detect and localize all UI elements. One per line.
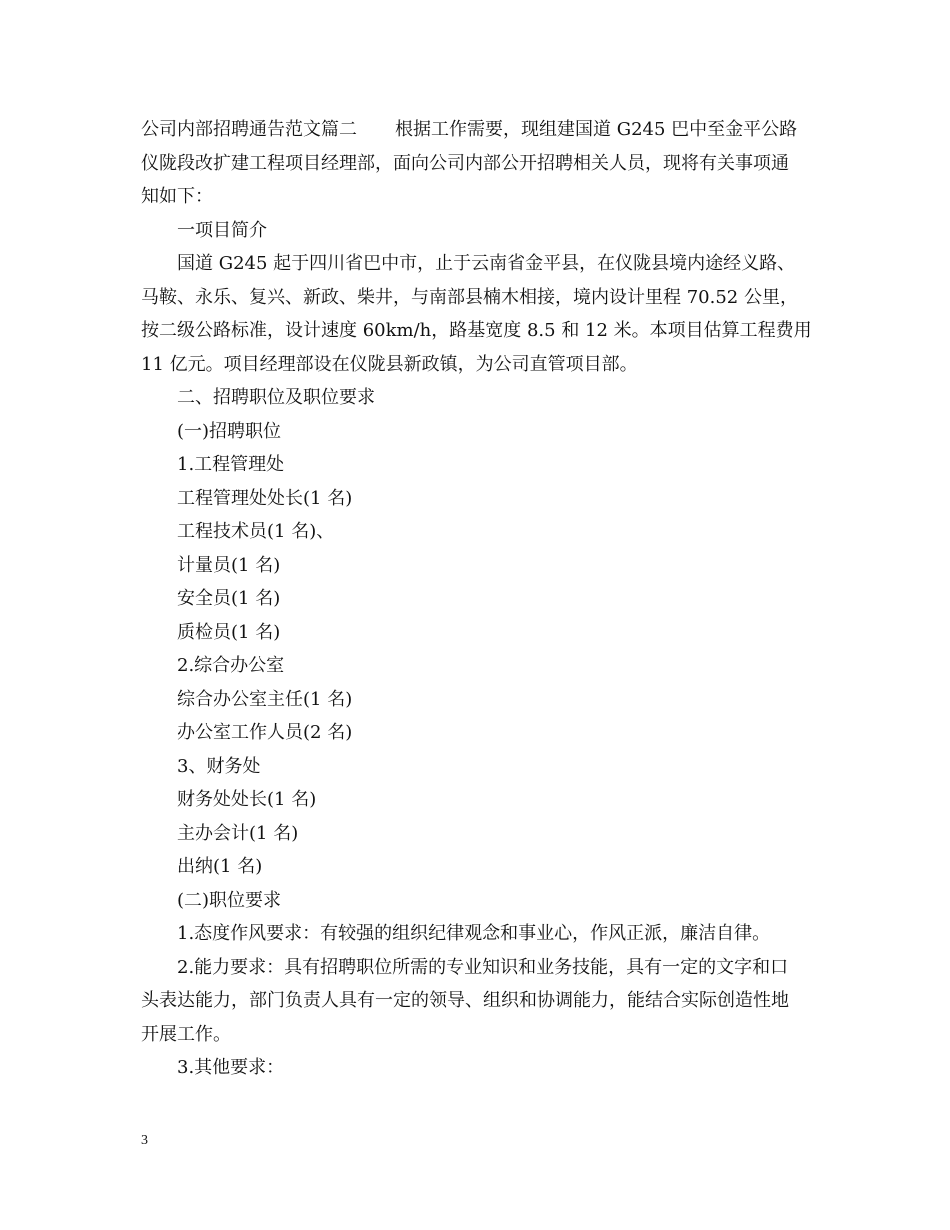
list-item: 出纳(1 名): [177, 856, 263, 877]
list-item: 计量员(1 名): [177, 554, 281, 576]
page-number: 3: [141, 1133, 148, 1148]
text-line: 11 亿元。项目经理部设在仪陇县新政镇，为公司直管项目部。: [141, 353, 638, 375]
subsection-heading: (二)职位要求: [177, 889, 282, 911]
document-body: [141, 113, 816, 1085]
text-line: 开展工作。: [141, 1023, 231, 1045]
list-item: 2.综合办公室: [177, 655, 285, 676]
text-line: 马鞍、永乐、复兴、新政、柴井，与南部县楠木相接，境内设计里程 70.52 公里，: [141, 286, 798, 308]
list-item: 工程管理处处长(1 名): [177, 487, 353, 509]
text-line: 按二级公路标准，设计速度 60km/h，路基宽度 8.5 和 12 米。本项目估算工程费用: [141, 320, 812, 341]
text-segment: 根据工作需要，现组建国道 G245 巴中至金平公路: [395, 119, 798, 140]
text-line: 2.能力要求：具有招聘职位所需的专业知识和业务技能，具有一定的文字和口: [177, 956, 789, 978]
text-line: 头表达能力，部门负责人具有一定的领导、组织和协调能力，能结合实际创造性地: [141, 990, 789, 1011]
list-item: 工程技术员(1 名)、: [177, 521, 335, 542]
section-heading: 一项目简介: [177, 219, 267, 241]
document-title: 公司内部招聘通告范文篇二: [141, 119, 357, 140]
list-item: 质检员(1 名): [177, 621, 281, 643]
text-line: 知如下：: [141, 186, 213, 207]
text-line: 3.其他要求：: [177, 1057, 285, 1078]
subsection-heading: (一)招聘职位: [177, 420, 282, 442]
list-item: 安全员(1 名): [177, 588, 281, 609]
text-line: 仪陇段改扩建工程项目经理部，面向公司内部公开招聘相关人员，现将有关事项通: [141, 152, 789, 174]
text-line: 1.态度作风要求：有较强的组织纪律观念和事业心，作风正派，廉洁自律。: [177, 923, 771, 944]
list-item: 综合办公室主任(1 名): [177, 688, 353, 710]
list-item: 办公室工作人员(2 名): [177, 722, 353, 743]
list-item: 财务处处长(1 名): [177, 789, 317, 810]
list-item: 主办会计(1 名): [177, 822, 299, 844]
list-item: 3、财务处: [177, 755, 261, 777]
text-line: 国道 G245 起于四川省巴中市，止于云南省金平县，在仪陇县境内途经义路、: [177, 253, 796, 274]
text-line: [141, 113, 816, 147]
section-heading: 二、招聘职位及职位要求: [177, 387, 375, 408]
list-item: 1.工程管理处: [177, 454, 285, 475]
